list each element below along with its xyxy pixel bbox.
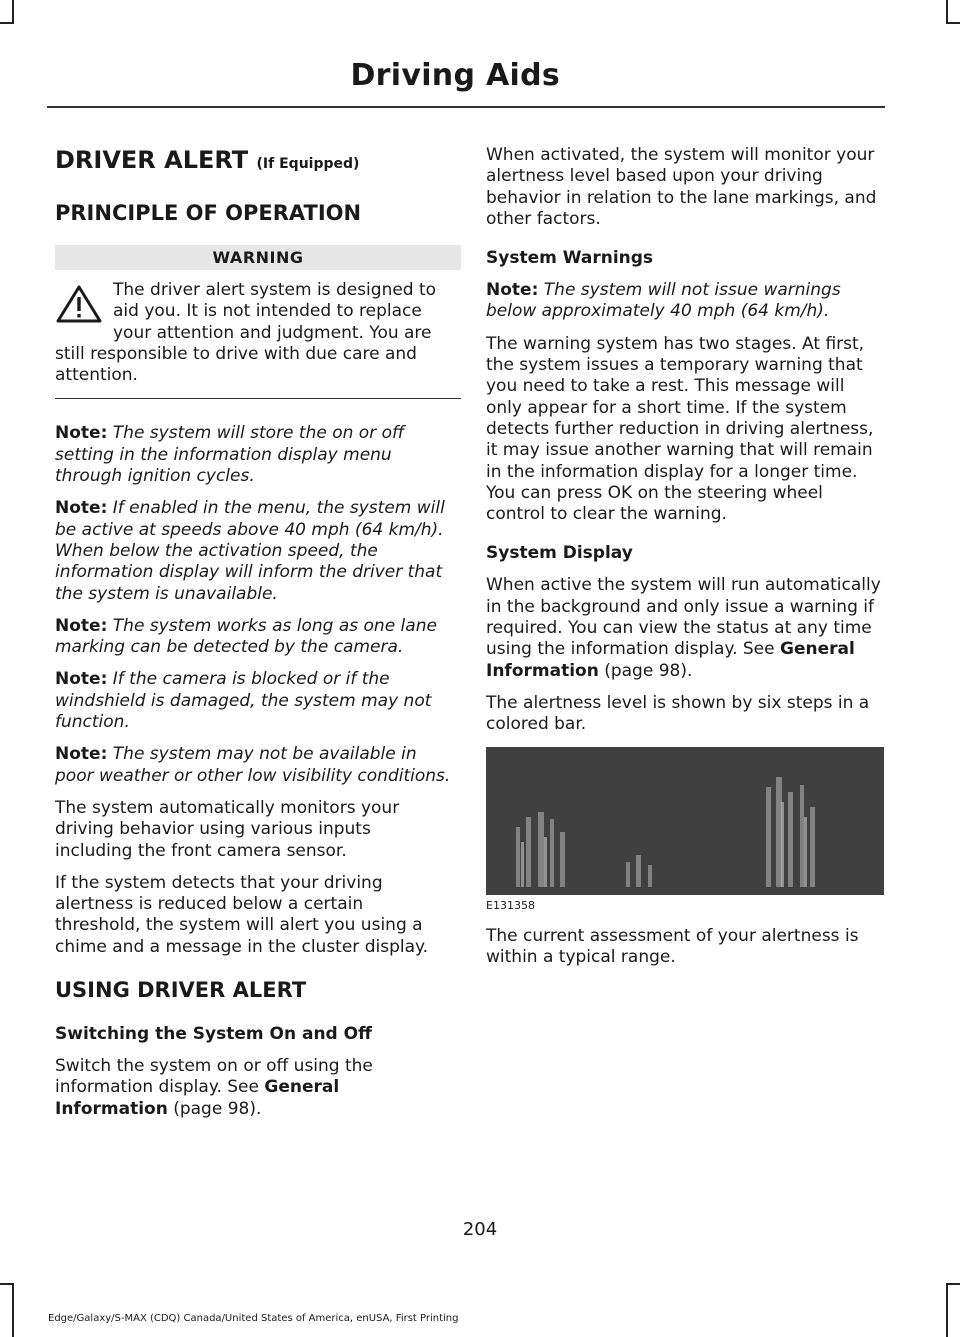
crop-mark: [12, 1283, 14, 1337]
note: [55, 744, 453, 787]
heading-suffix: (If Equipped): [256, 156, 360, 172]
crop-mark: [946, 0, 948, 22]
left-column: [55, 145, 453, 1131]
note-text: If the camera is blocked or if the windshield is damaged, the system may not function.: [55, 669, 432, 733]
note: [55, 616, 453, 659]
crop-mark: [946, 22, 960, 24]
general-information-link[interactable]: General Information: [486, 639, 855, 681]
text-span: Switch the system on or off using the information display. See: [55, 1056, 373, 1098]
crop-mark: [0, 1283, 14, 1285]
note-text: If enabled in the menu, the system will be active at speeds above 40 mph (64 km/h). When below the activation speed, the information display will inform the driver that the system is unavailable.: [55, 498, 445, 604]
paragraph: If the system detects that your driving alertness is reduced below a certain threshold, the system will alert you using a chime and a message in the cluster display.: [55, 872, 429, 957]
note-label: Note:: [55, 423, 108, 444]
page-number: 204: [462, 1219, 498, 1240]
warning-text: The driver alert system is designed to aid you. It is not intended to replace your attention and judgment. You are still responsible to drive with due care and attention.: [55, 280, 437, 386]
general-information-link[interactable]: General Information: [55, 1077, 340, 1119]
note: [55, 498, 453, 604]
note-label: Note:: [55, 744, 108, 765]
notes-list: [55, 423, 453, 786]
paragraph: When activated, the system will monitor your alertness level based upon your driving behavior in relation to the lane markings, and other factors.: [486, 145, 877, 229]
note: [486, 280, 884, 323]
heading-system-display: System Display: [486, 543, 633, 564]
crop-mark: [946, 1283, 948, 1337]
crop-mark: [0, 22, 14, 24]
text-span: (page 98).: [167, 1098, 262, 1119]
illustration-graphic: [486, 747, 884, 895]
heading-system-warnings: System Warnings: [486, 248, 654, 269]
note-label: Note:: [486, 280, 539, 301]
paragraph-switch: [55, 1056, 453, 1120]
subheading-principle: PRINCIPLE OF OPERATION: [55, 201, 362, 225]
note-label: Note:: [55, 615, 108, 636]
text-span: (page 98).: [598, 660, 693, 681]
heading-switching: Switching the System On and Off: [55, 1024, 372, 1045]
note: [55, 423, 453, 487]
paragraph: The alertness level is shown by six steps in a colored bar.: [486, 692, 870, 735]
warning-divider: [55, 398, 461, 399]
warning-body: [55, 280, 461, 386]
heading-main: DRIVER ALERT: [55, 146, 249, 174]
note-text: The system may not be available in poor weather or other low visibility conditions.: [55, 744, 451, 786]
heading-using-driver-alert: USING DRIVER ALERT: [55, 978, 307, 1003]
warning-triangle-icon: [55, 284, 103, 324]
crop-mark: [12, 0, 14, 22]
header-divider: [47, 106, 885, 108]
note-label: Note:: [55, 669, 108, 690]
text-span: When active the system will run automatically in the background and only issue a warning if required. You can view the status at any time using the information display. See: [486, 575, 881, 660]
alertness-display-illustration: [486, 747, 884, 895]
section-title: Driving Aids: [350, 58, 560, 93]
paragraph: The system automatically monitors your driving behavior using various inputs including the front camera sensor.: [55, 797, 400, 861]
note-label: Note:: [55, 498, 108, 519]
crop-mark: [946, 1283, 960, 1285]
right-column: [486, 145, 884, 979]
note-text: The system works as long as one lane marking can be detected by the camera.: [55, 615, 437, 658]
warning-box: [55, 245, 461, 399]
note: [55, 669, 453, 733]
note-text: The system will store the on or off setting in the information display menu through ignition cycles.: [55, 423, 405, 487]
figure-label: E131358: [486, 898, 535, 912]
paragraph: The warning system has two stages. At first, the system issues a temporary warning that you need to take a rest. This message will only appear for a short time. If the system detects further reduction in driving alertness, it may issue another warning that will remain in the information display for a longer time. You can press OK on the steering wheel control to clear the warning.: [486, 333, 874, 525]
warning-label: WARNING: [55, 245, 461, 270]
paragraph: The current assessment of your alertness is within a typical range.: [486, 925, 859, 967]
footer-text: Edge/Galaxy/S-MAX (CDQ) Canada/United States of America, enUSA, First Printing: [48, 1313, 459, 1324]
paragraph-display: [486, 575, 884, 681]
note-text: The system will not issue warnings below approximately 40 mph (64 km/h).: [486, 280, 841, 322]
page-heading: [55, 145, 453, 179]
